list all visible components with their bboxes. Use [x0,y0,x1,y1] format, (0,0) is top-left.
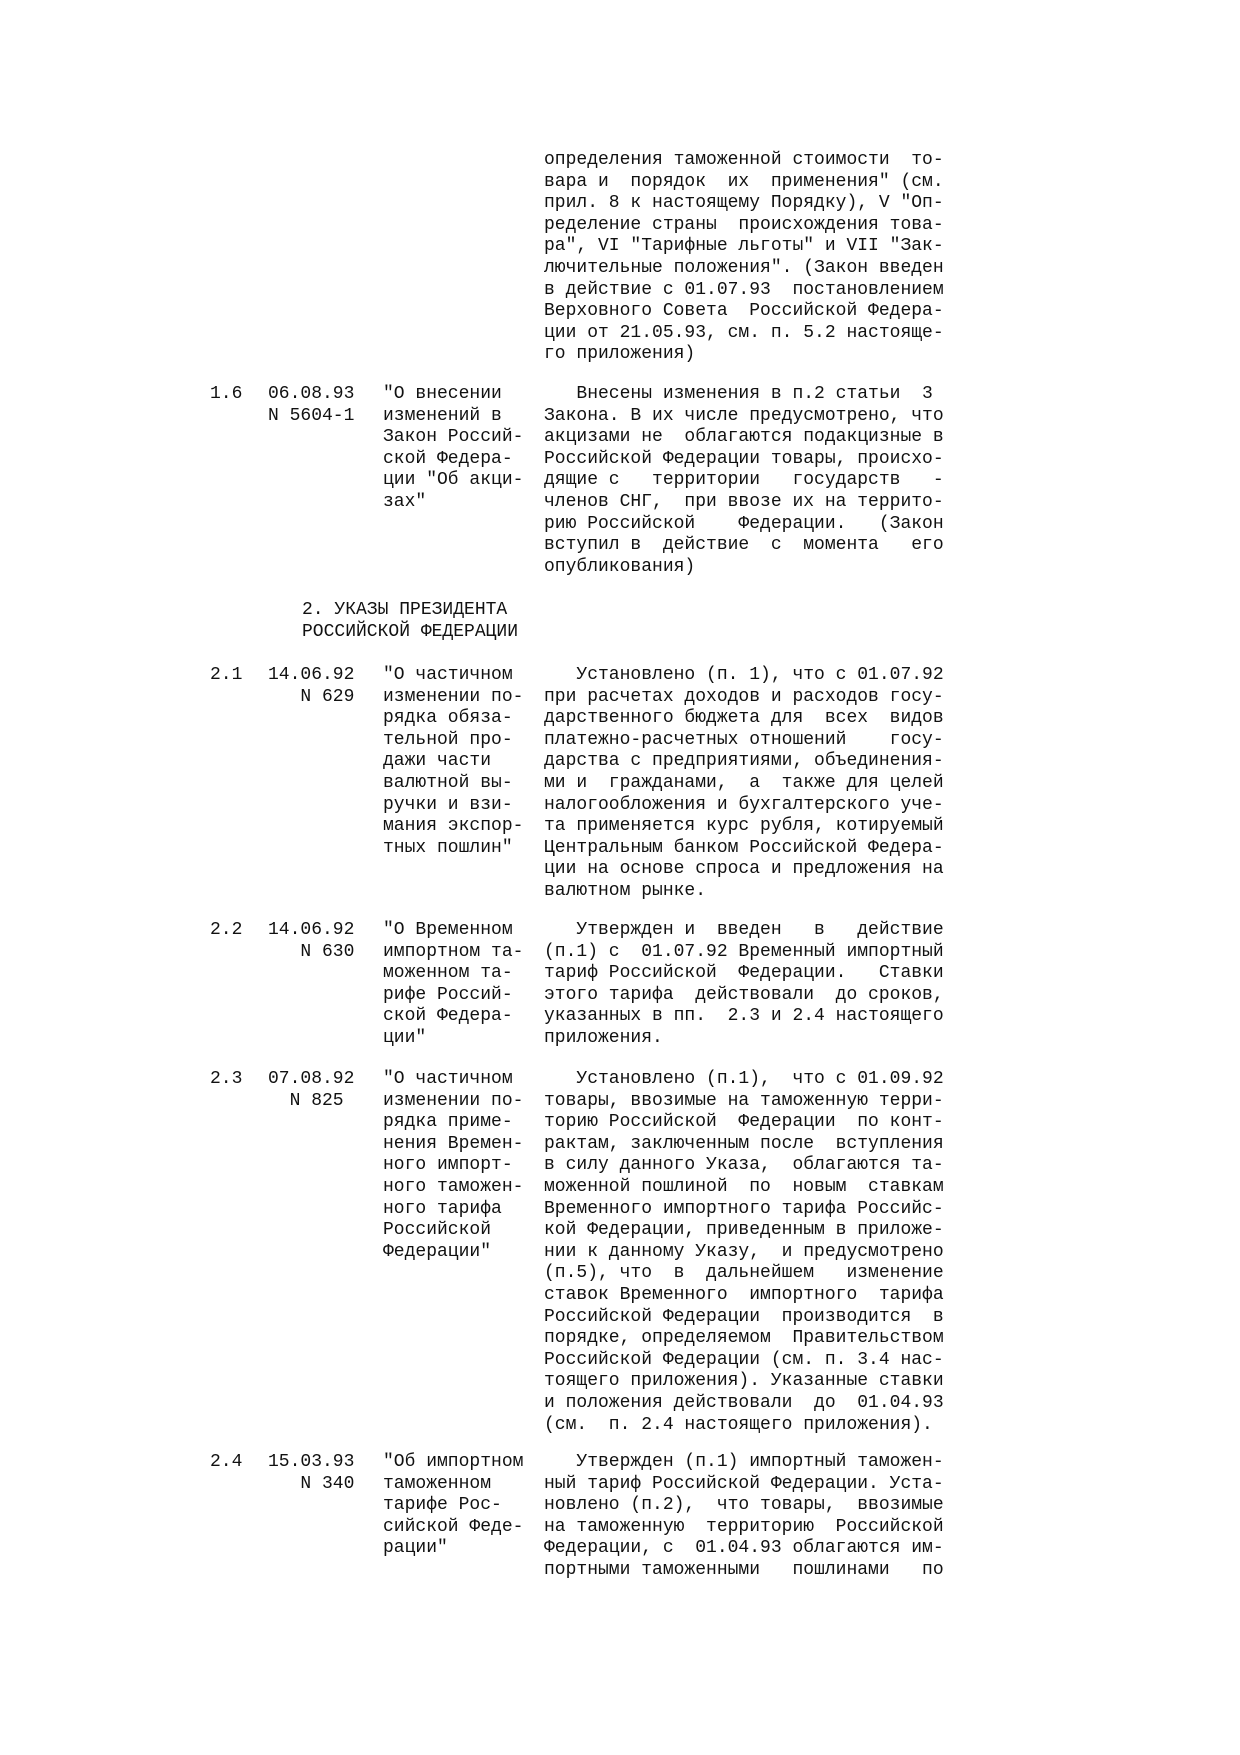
entry-date-number: 07.08.92 N 825 [268,1069,355,1111]
entry-number: 2.1 [210,665,243,685]
entry-number: 2.2 [210,920,243,940]
section-heading: 2. УКАЗЫ ПРЕЗИДЕНТА РОССИЙСКОЙ ФЕДЕРАЦИИ [302,600,519,642]
entry-date-number: 15.03.93 N 340 [268,1452,355,1494]
continuation-description: определения таможенной стоимости то- вара и порядок их применения" (см. прил. 8 к настоящему Порядку), V "Оп- ределение страны происхождения това- ра", VI "Тарифные льготы" и VII "Зак- лючительные положения". (Закон введен в действие с 01.07.93 постановлением Верховного Совета Российской Федера- ции от 21.05.93, см. п. 5.2 настояще- го приложения) [544,150,944,365]
entry-date-number: 14.06.92 N 629 [268,665,355,707]
entry-title: "О частичном изменении по- рядка приме- нения Времен- ного импорт- ного таможен- ного тарифа Российской Федерации" [383,1069,524,1262]
entry-date-number: 06.08.93 N 5604-1 [268,384,355,426]
entry-date-number: 14.06.92 N 630 [268,920,355,962]
entry-title: "Об импортном таможенном тарифе Рос- сийской Феде- рации" [383,1452,524,1559]
entry-number: 1.6 [210,384,243,404]
entry-number: 2.3 [210,1069,243,1089]
entry-description: Внесены изменения в п.2 статьи 3 Закона. В их числе предусмотрено, что акцизами не облагаются подакцизные в Российской Федерации товары, происхо- дящие с территории государств - членов СНГ, при ввозе их на террито- рию Российской Федерации. (Закон вступил в действие с момента его опубликования) [544,384,944,577]
entry-number: 2.4 [210,1452,243,1472]
entry-title: "О Временном импортном та- моженном та- рифе Россий- ской Федера- ции" [383,920,524,1048]
entry-description: Установлено (п.1), что с 01.09.92 товары, ввозимые на таможенную терри- торию Российской Федерации по конт- рактам, заключенным после вступления в силу данного Указа, облагаются та- моженной пошлиной по новым ставкам Временного импортного тарифа Российс- кой Федерации, приведенным в приложе- нии к данному Указу, и предусмотрено (п.5), что в дальнейшем изменение ставок Временного импортного тарифа Российской Федерации производится в порядке, определяемом Правительством Российской Федерации (см. п. 3.4 нас- тоящего приложения). Указанные ставки и положения действовали до 01.04.93 (см. п. 2.4 настоящего приложения). [544,1069,944,1435]
entry-title: "О внесении изменений в Закон Россий- ской Федера- ции "Об акци- зах" [383,384,524,512]
entry-description: Установлено (п. 1), что с 01.07.92 при расчетах доходов и расходов госу- дарственного бюджета для всех видов платежно-расчетных отношений госу- дарства с предприятиями, объединения- ми и гражданами, а также для целей налогообложения и бухгалтерского уче- та применяется курс рубля, котируемый Центральным банком Российской Федера- ции на основе спроса и предложения на валютном рынке. [544,665,944,901]
entry-description: Утвержден и введен в действие (п.1) с 01.07.92 Временный импортный тариф Российской Федерации. Ставки этого тарифа действовали до сроков, указанных в пп. 2.3 и 2.4 настоящего приложения. [544,920,944,1048]
entry-description: Утвержден (п.1) импортный таможен- ный тариф Российской Федерации. Уста- новлено (п.2), что товары, ввозимые на таможенную территорию Российской Федерации, с 01.04.93 облагаются им- портными таможенными пошлинами по [544,1452,944,1580]
entry-title: "О частичном изменении по- рядка обяза- тельной про- дажи части валютной вы- ручки и взи- мания экспор- тных пошлин" [383,665,524,858]
